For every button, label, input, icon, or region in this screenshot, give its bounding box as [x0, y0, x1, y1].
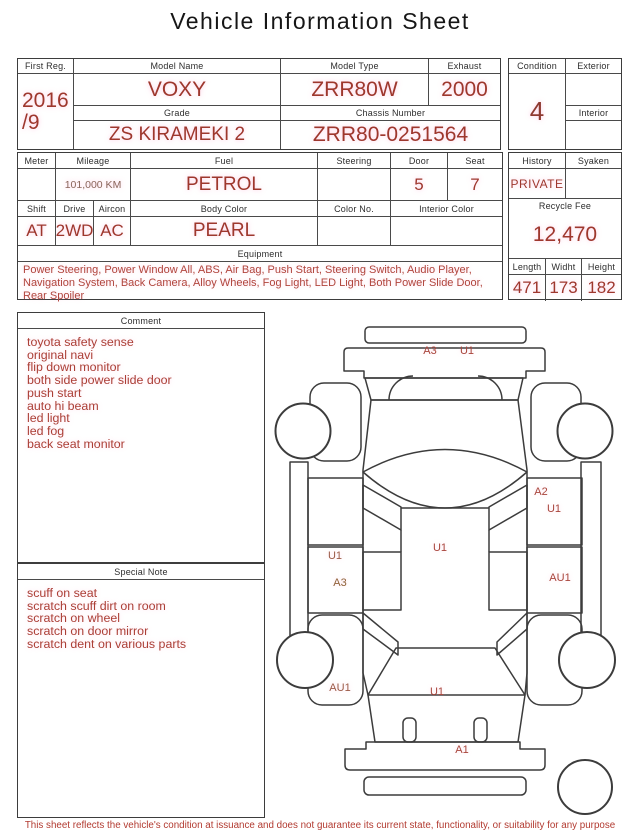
spare-wheel: [558, 760, 612, 814]
grade-label: Grade: [74, 106, 281, 121]
rear-left-wheel: [277, 632, 333, 688]
vehicle-head-table: [17, 58, 501, 150]
comment-header: Comment: [18, 313, 264, 329]
mileage-label: Mileage: [56, 153, 131, 169]
dimensions-section: [509, 259, 621, 301]
car-rear: [345, 718, 545, 795]
body-color-label: Body Color: [131, 201, 318, 217]
width-value: 173: [546, 275, 582, 301]
syaken-label: Syaken: [566, 153, 621, 169]
model-type-value: ZRR80W: [281, 74, 429, 106]
right-rear-band: [497, 613, 527, 655]
damage-marker-a3: A3: [423, 345, 437, 357]
equipment-text: Power Steering, Power Window All, ABS, Air Bag, Push Start, Steering Switch, Audio Player, Navigation System, Back Camera, Alloy Wheels, Fog Light, LED Light, Both Power Slide Door, Rear Spoiler: [23, 264, 483, 302]
height-label: Height: [582, 259, 621, 275]
left-front-door-panel: [308, 478, 363, 545]
left-wiper-arc: [389, 376, 413, 400]
first-reg-label: First Reg.: [18, 59, 74, 74]
left-inner-panel: [363, 552, 401, 610]
damage-marker-a2: A2: [534, 486, 548, 498]
list-item: scuff on seat: [27, 586, 98, 600]
special-note-header: Special Note: [18, 564, 264, 580]
steering-value: [318, 169, 391, 201]
damage-marker-u1: U1: [432, 542, 448, 554]
rear-right-wheel: [559, 632, 615, 688]
list-item: flip down monitor: [27, 360, 121, 375]
condition-label: Condition: [509, 59, 566, 74]
right-wiper-arc: [478, 376, 502, 400]
interior-value: [566, 121, 621, 149]
history-value: PRIVATE: [509, 169, 566, 199]
recycle-fee-label: Recycle Fee: [538, 201, 592, 211]
aircon-label: Aircon: [94, 201, 131, 217]
front-bumper: [344, 348, 545, 378]
rear-window: [368, 648, 525, 695]
seat-label: Seat: [448, 153, 502, 169]
body-color-value: PEARL: [131, 217, 318, 246]
list-item: auto hi beam: [27, 398, 99, 413]
front-left-wheel: [276, 404, 331, 459]
right-seat-band: [489, 485, 527, 530]
color-no-value: [318, 217, 391, 246]
chassis-number-value: ZRR80-0251564: [312, 123, 469, 146]
special-note-box: [17, 563, 265, 818]
equipment-text-cell: [18, 262, 502, 305]
grade-value: ZS KIRAMEKI 2: [74, 121, 281, 149]
model-name-label: Model Name: [74, 59, 281, 74]
first-reg-year: 2016: [22, 88, 69, 112]
shift-label: Shift: [18, 201, 56, 217]
shift-value: AT: [18, 217, 56, 246]
exterior-value: [566, 74, 621, 106]
chassis-number-label: Chassis Number: [281, 106, 500, 121]
mileage-value: 101,000 KM: [56, 169, 131, 201]
left-seat-band: [363, 485, 401, 530]
list-item: scratch dent on various parts: [27, 636, 187, 651]
cabin-outline: [363, 400, 527, 742]
steering-label: Steering: [318, 153, 391, 169]
meter-value: [18, 169, 56, 201]
special-note-list: [18, 580, 264, 658]
first-reg-value: [18, 74, 74, 149]
damage-marker-au1: AU1: [549, 572, 571, 584]
left-rear-band: [363, 613, 398, 655]
recycle-fee-value: 12,470: [532, 222, 598, 246]
meter-label: Meter: [18, 153, 56, 169]
interior-color-label: Interior Color: [391, 201, 502, 217]
list-item: back seat monitor: [27, 436, 125, 451]
damage-marker-u1: U1: [327, 550, 343, 562]
recycle-fee-section: [509, 199, 621, 259]
list-item: original navi: [27, 347, 94, 362]
door-label: Door: [391, 153, 448, 169]
condition-value: 4: [509, 74, 566, 149]
door-value: 5: [391, 169, 448, 201]
equipment-label: Equipment: [18, 246, 502, 262]
exterior-label: Exterior: [566, 59, 621, 74]
width-label: Widht: [546, 259, 582, 275]
list-item: scratch on door mirror: [27, 624, 149, 639]
list-item: scratch on wheel: [27, 611, 120, 626]
comment-box: [17, 312, 265, 563]
list-item: both side power slide door: [27, 373, 172, 388]
color-no-label: Color No.: [318, 201, 391, 217]
length-value: 471: [509, 275, 546, 301]
interior-color-value: [391, 217, 502, 246]
height-value: 182: [587, 278, 616, 297]
condition-panel: [508, 58, 622, 150]
damage-marker-a1: A1: [455, 744, 469, 756]
interior-label: Interior: [566, 106, 621, 121]
damage-marker-u1: U1: [459, 345, 475, 357]
aircon-value: AC: [94, 217, 131, 246]
rear-left-tab: [403, 718, 416, 742]
fuel-label: Fuel: [131, 153, 318, 169]
front-right-wheel: [558, 404, 613, 459]
right-inner-panel: [489, 552, 527, 610]
seat-value: 7: [448, 169, 502, 201]
model-name-value: VOXY: [74, 74, 281, 106]
history-syaken-section: [509, 153, 621, 199]
rear-bumper: [345, 742, 545, 770]
vehicle-diagram: [268, 315, 640, 820]
car-front: [344, 327, 545, 400]
drive-value: 2WD: [56, 217, 94, 246]
model-type-label: Model Type: [281, 59, 429, 74]
first-reg-month: /9: [22, 110, 40, 134]
damage-marker-u1: U1: [546, 503, 562, 515]
car-cabin: [363, 400, 527, 742]
damage-marker-u1: U1: [429, 686, 445, 698]
history-panel: [508, 152, 622, 300]
specs-table: [17, 152, 503, 300]
fuel-value: PETROL: [131, 169, 318, 201]
length-label: Length: [509, 259, 546, 275]
drive-label: Drive: [56, 201, 94, 217]
rear-right-tab: [474, 718, 487, 742]
list-item: led fog: [27, 423, 65, 438]
front-glass-strip: [365, 327, 526, 343]
rear-lower-strip: [364, 777, 526, 795]
comment-list: [18, 329, 264, 457]
damage-marker-au1: AU1: [329, 682, 351, 694]
exhaust-label: Exhaust: [429, 59, 500, 74]
list-item: push start: [27, 385, 82, 400]
car-wheels: [276, 404, 616, 815]
list-item: led light: [27, 411, 70, 426]
list-item: scratch scuff dirt on room: [27, 598, 166, 613]
history-label: History: [509, 153, 566, 169]
disclaimer-text: This sheet reflects the vehicle's condition at issuance and does not guarantee its current state, functionality, or suitability for any purpose: [24, 820, 616, 831]
damage-marker-a3: A3: [333, 577, 347, 589]
syaken-value: [566, 169, 621, 199]
list-item: toyota safety sense: [27, 335, 134, 349]
page-title: Vehicle Information Sheet: [170, 8, 470, 34]
exhaust-value: 2000: [429, 74, 500, 106]
